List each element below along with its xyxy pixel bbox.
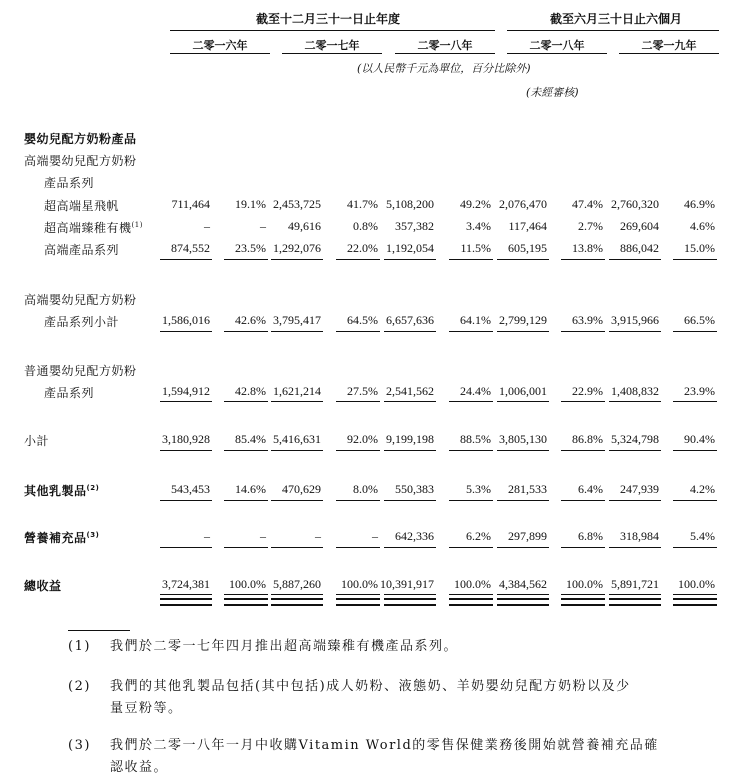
label-premium-subtotal: 高端嬰幼兒配方奶粉 — [24, 293, 137, 307]
cell-regular-amount: 1,408,832 — [611, 384, 659, 398]
underline — [384, 500, 436, 501]
total-top-rule — [160, 594, 212, 595]
underline — [497, 259, 549, 260]
underline — [336, 500, 380, 501]
cell-nutrition-pct: 6.2% — [466, 529, 491, 543]
footnote-number: (2) — [68, 679, 91, 694]
cell-nutrition-pct: – — [372, 529, 378, 543]
unaudited-note: (未經審核) — [526, 86, 579, 99]
underline — [271, 547, 323, 548]
underline — [224, 331, 268, 332]
cell-premium-subtotal-pct: 66.5% — [684, 313, 715, 327]
section-title-infant: 嬰幼兒配方奶粉產品 — [24, 132, 137, 146]
year-rule — [170, 53, 270, 54]
underline — [609, 401, 661, 402]
cell-other-dairy-pct: 4.2% — [690, 482, 715, 496]
header-rule — [170, 30, 495, 31]
footnote-text-cont: 認收益。 — [110, 760, 169, 775]
cell-premium-subtotal-pct: 63.9% — [572, 313, 603, 327]
cell-other-dairy-amount: 247,939 — [620, 482, 659, 496]
cell-total-amount: 10,391,917 — [380, 577, 434, 591]
cell-total-amount: 3,724,381 — [162, 577, 210, 591]
cell-feifan-pct: 19.1% — [235, 197, 266, 211]
cell-premium-amount: 886,042 — [620, 241, 659, 255]
total-double-rule — [160, 598, 212, 606]
cell-feifan-pct: 47.4% — [572, 197, 603, 211]
cell-total-amount: 5,891,721 — [611, 577, 659, 591]
underline — [449, 401, 493, 402]
cell-regular-pct: 27.5% — [347, 384, 378, 398]
cell-subtotal-pct: 92.0% — [347, 432, 378, 446]
year-header: 二零一九年 — [641, 39, 697, 52]
cell-feifan-pct: 46.9% — [684, 197, 715, 211]
underline — [497, 547, 549, 548]
cell-zhenzhi-pct: 2.7% — [578, 219, 603, 233]
cell-zhenzhi-amount: 117,464 — [508, 219, 547, 233]
cell-premium-amount: 874,552 — [171, 241, 210, 255]
cell-regular-pct: 42.8% — [235, 384, 266, 398]
cell-other-dairy-amount: 550,383 — [395, 482, 434, 496]
cell-premium-subtotal-amount: 6,657,636 — [386, 313, 434, 327]
cell-premium-subtotal-pct: 64.1% — [460, 313, 491, 327]
underline — [449, 500, 493, 501]
underline — [224, 500, 268, 501]
cell-nutrition-pct: 6.8% — [578, 529, 603, 543]
underline — [224, 259, 268, 260]
cell-zhenzhi-pct: 4.6% — [690, 219, 715, 233]
cell-zhenzhi-pct: – — [260, 219, 266, 233]
cell-feifan-amount: 2,076,470 — [499, 197, 547, 211]
cell-other-dairy-pct: 8.0% — [353, 482, 378, 496]
cell-regular-amount: 1,006,001 — [499, 384, 547, 398]
cell-zhenzhi-amount: 269,604 — [620, 219, 659, 233]
cell-subtotal-pct: 88.5% — [460, 432, 491, 446]
underline — [673, 259, 717, 260]
underline — [673, 450, 717, 451]
underline — [336, 331, 380, 332]
cell-other-dairy-pct: 14.6% — [235, 482, 266, 496]
underline — [384, 259, 436, 260]
underline — [673, 500, 717, 501]
cell-total-pct: 100.0% — [678, 577, 715, 591]
total-double-rule — [384, 598, 436, 606]
year-rule — [395, 53, 495, 54]
total-double-rule — [609, 598, 661, 606]
cell-feifan-pct: 49.2% — [460, 197, 491, 211]
year-header: 二零一八年 — [529, 39, 585, 52]
footnote-text: 我們於二零一七年四月推出超高端臻稚有機產品系列。 — [110, 639, 459, 654]
year-rule — [282, 53, 382, 54]
cell-regular-pct: 23.9% — [684, 384, 715, 398]
underline — [224, 450, 268, 451]
cell-premium-pct: 13.8% — [572, 241, 603, 255]
underline — [271, 450, 323, 451]
underline — [561, 547, 605, 548]
label-other-dairy: 其他乳製品$^{(2)}$ — [24, 484, 100, 498]
cell-feifan-amount: 2,453,725 — [273, 197, 321, 211]
footnote-ref: (2) — [86, 484, 100, 492]
cell-subtotal-amount: 5,324,798 — [611, 432, 659, 446]
unit-note: (以人民幣千元為單位，百分比除外) — [357, 62, 531, 75]
underline — [561, 259, 605, 260]
underline — [449, 547, 493, 548]
cell-total-amount: 5,887,260 — [273, 577, 321, 591]
cell-total-pct: 100.0% — [454, 577, 491, 591]
cell-subtotal-amount: 3,805,130 — [499, 432, 547, 446]
cell-nutrition-amount: 318,984 — [620, 529, 659, 543]
label-zhenzhi: 超高端臻稚有機$^{(1)}$ — [44, 221, 143, 235]
cell-regular-pct: 24.4% — [460, 384, 491, 398]
cell-zhenzhi-pct: 0.8% — [353, 219, 378, 233]
label-regular-cont: 產品系列 — [44, 386, 95, 400]
cell-feifan-pct: 41.7% — [347, 197, 378, 211]
year-header: 二零一六年 — [192, 39, 248, 52]
cell-subtotal-amount: 5,416,631 — [273, 432, 321, 446]
year-header: 二零一七年 — [304, 39, 360, 52]
total-top-rule — [673, 594, 717, 595]
label-feifan: 超高端星飛帆 — [44, 199, 120, 213]
cell-total-amount: 4,384,562 — [499, 577, 547, 591]
cell-feifan-amount: 711,464 — [171, 197, 210, 211]
label-premium-series-cont: 產品系列 — [44, 176, 95, 190]
underline — [497, 331, 549, 332]
underline — [271, 401, 323, 402]
total-top-rule — [561, 594, 605, 595]
cell-premium-subtotal-amount: 3,915,966 — [611, 313, 659, 327]
cell-regular-amount: 1,621,214 — [273, 384, 321, 398]
underline — [673, 401, 717, 402]
total-double-rule — [673, 598, 717, 606]
underline — [336, 450, 380, 451]
cell-nutrition-amount: 642,336 — [395, 529, 434, 543]
year-rule — [507, 53, 607, 54]
cell-total-pct: 100.0% — [566, 577, 603, 591]
cell-feifan-amount: 5,108,200 — [386, 197, 434, 211]
footnote-number: (3) — [68, 738, 91, 753]
label-total: 總收益 — [24, 579, 62, 593]
period-header-interim: 截至六月三十日止六個月 — [550, 12, 683, 26]
cell-regular-amount: 2,541,562 — [386, 384, 434, 398]
underline — [160, 500, 212, 501]
footnote-number: (1) — [68, 639, 91, 654]
underline — [609, 331, 661, 332]
underline — [224, 401, 268, 402]
cell-zhenzhi-pct: 3.4% — [466, 219, 491, 233]
underline — [224, 547, 268, 548]
footnote-ref: (3) — [86, 531, 100, 539]
underline — [160, 401, 212, 402]
footnote-text: 我們的其他乳製品包括(其中包括)成人奶粉、液態奶、羊奶嬰幼兒配方奶粉以及少 — [110, 679, 631, 694]
underline — [271, 331, 323, 332]
underline — [561, 450, 605, 451]
cell-premium-subtotal-pct: 42.6% — [235, 313, 266, 327]
cell-subtotal-pct: 86.8% — [572, 432, 603, 446]
underline — [609, 450, 661, 451]
total-double-rule — [271, 598, 323, 606]
underline — [673, 547, 717, 548]
underline — [384, 401, 436, 402]
cell-premium-subtotal-pct: 64.5% — [347, 313, 378, 327]
underline — [384, 450, 436, 451]
total-double-rule — [449, 598, 493, 606]
cell-total-pct: 100.0% — [341, 577, 378, 591]
cell-premium-subtotal-amount: 1,586,016 — [162, 313, 210, 327]
cell-premium-subtotal-amount: 2,799,129 — [499, 313, 547, 327]
underline — [336, 401, 380, 402]
total-top-rule — [609, 594, 661, 595]
cell-premium-amount: 1,292,076 — [273, 241, 321, 255]
cell-subtotal-pct: 90.4% — [684, 432, 715, 446]
cell-subtotal-amount: 9,199,198 — [386, 432, 434, 446]
year-rule — [619, 53, 719, 54]
year-header: 二零一八年 — [417, 39, 473, 52]
total-top-rule — [384, 594, 436, 595]
cell-total-pct: 100.0% — [229, 577, 266, 591]
total-top-rule — [271, 594, 323, 595]
label-premium-series: 高端嬰幼兒配方奶粉 — [24, 154, 137, 168]
cell-other-dairy-amount: 470,629 — [282, 482, 321, 496]
footnote-text-cont: 量豆粉等。 — [110, 701, 183, 716]
underline — [561, 401, 605, 402]
cell-other-dairy-pct: 5.3% — [466, 482, 491, 496]
underline — [609, 500, 661, 501]
cell-nutrition-amount: – — [204, 529, 210, 543]
total-double-rule — [336, 598, 380, 606]
total-top-rule — [224, 594, 268, 595]
underline — [609, 259, 661, 260]
underline — [271, 259, 323, 260]
underline — [160, 547, 212, 548]
cell-subtotal-amount: 3,180,928 — [162, 432, 210, 446]
cell-nutrition-amount: 297,899 — [508, 529, 547, 543]
cell-subtotal-pct: 85.4% — [235, 432, 266, 446]
cell-nutrition-pct: 5.4% — [690, 529, 715, 543]
total-top-rule — [497, 594, 549, 595]
cell-premium-amount: 1,192,054 — [386, 241, 434, 255]
cell-nutrition-pct: – — [260, 529, 266, 543]
cell-premium-pct: 15.0% — [684, 241, 715, 255]
underline — [609, 547, 661, 548]
cell-regular-pct: 22.9% — [572, 384, 603, 398]
underline — [160, 331, 212, 332]
cell-zhenzhi-amount: 49,616 — [288, 219, 321, 233]
underline — [449, 331, 493, 332]
underline — [449, 450, 493, 451]
cell-premium-pct: 23.5% — [235, 241, 266, 255]
cell-nutrition-amount: – — [315, 529, 321, 543]
underline — [497, 401, 549, 402]
cell-other-dairy-pct: 6.4% — [578, 482, 603, 496]
footnote-text: 我們於二零一八年一月中收購Vitamin World的零售保健業務後開始就營養補充品確 — [110, 738, 659, 753]
cell-zhenzhi-amount: 357,382 — [395, 219, 434, 233]
cell-regular-amount: 1,594,912 — [162, 384, 210, 398]
underline — [336, 547, 380, 548]
total-double-rule — [497, 598, 549, 606]
underline — [673, 331, 717, 332]
header-rule — [507, 30, 719, 31]
label-nutrition: 營養補充品$^{(3)}$ — [24, 531, 100, 545]
label-premium-subtotal-cont: 產品系列小計 — [44, 315, 120, 329]
footnote-ref: (1) — [131, 221, 143, 229]
underline — [384, 331, 436, 332]
cell-premium-subtotal-amount: 3,795,417 — [273, 313, 321, 327]
total-double-rule — [224, 598, 268, 606]
underline — [384, 547, 436, 548]
underline — [336, 259, 380, 260]
label-regular: 普通嬰幼兒配方奶粉 — [24, 364, 137, 378]
footnote-separator — [68, 630, 130, 631]
cell-other-dairy-amount: 281,533 — [508, 482, 547, 496]
underline — [561, 500, 605, 501]
total-top-rule — [449, 594, 493, 595]
period-header-annual: 截至十二月三十一日止年度 — [256, 12, 401, 26]
underline — [449, 259, 493, 260]
underline — [160, 259, 212, 260]
cell-zhenzhi-amount: – — [204, 219, 210, 233]
underline — [497, 500, 549, 501]
cell-premium-amount: 605,195 — [508, 241, 547, 255]
label-subtotal: 小計 — [24, 434, 50, 448]
label-premium: 高端產品系列 — [44, 243, 120, 257]
cell-premium-pct: 11.5% — [460, 241, 491, 255]
cell-other-dairy-amount: 543,453 — [171, 482, 210, 496]
total-top-rule — [336, 594, 380, 595]
underline — [561, 331, 605, 332]
cell-premium-pct: 22.0% — [347, 241, 378, 255]
underline — [497, 450, 549, 451]
underline — [271, 500, 323, 501]
underline — [160, 450, 212, 451]
cell-feifan-amount: 2,760,320 — [611, 197, 659, 211]
total-double-rule — [561, 598, 605, 606]
